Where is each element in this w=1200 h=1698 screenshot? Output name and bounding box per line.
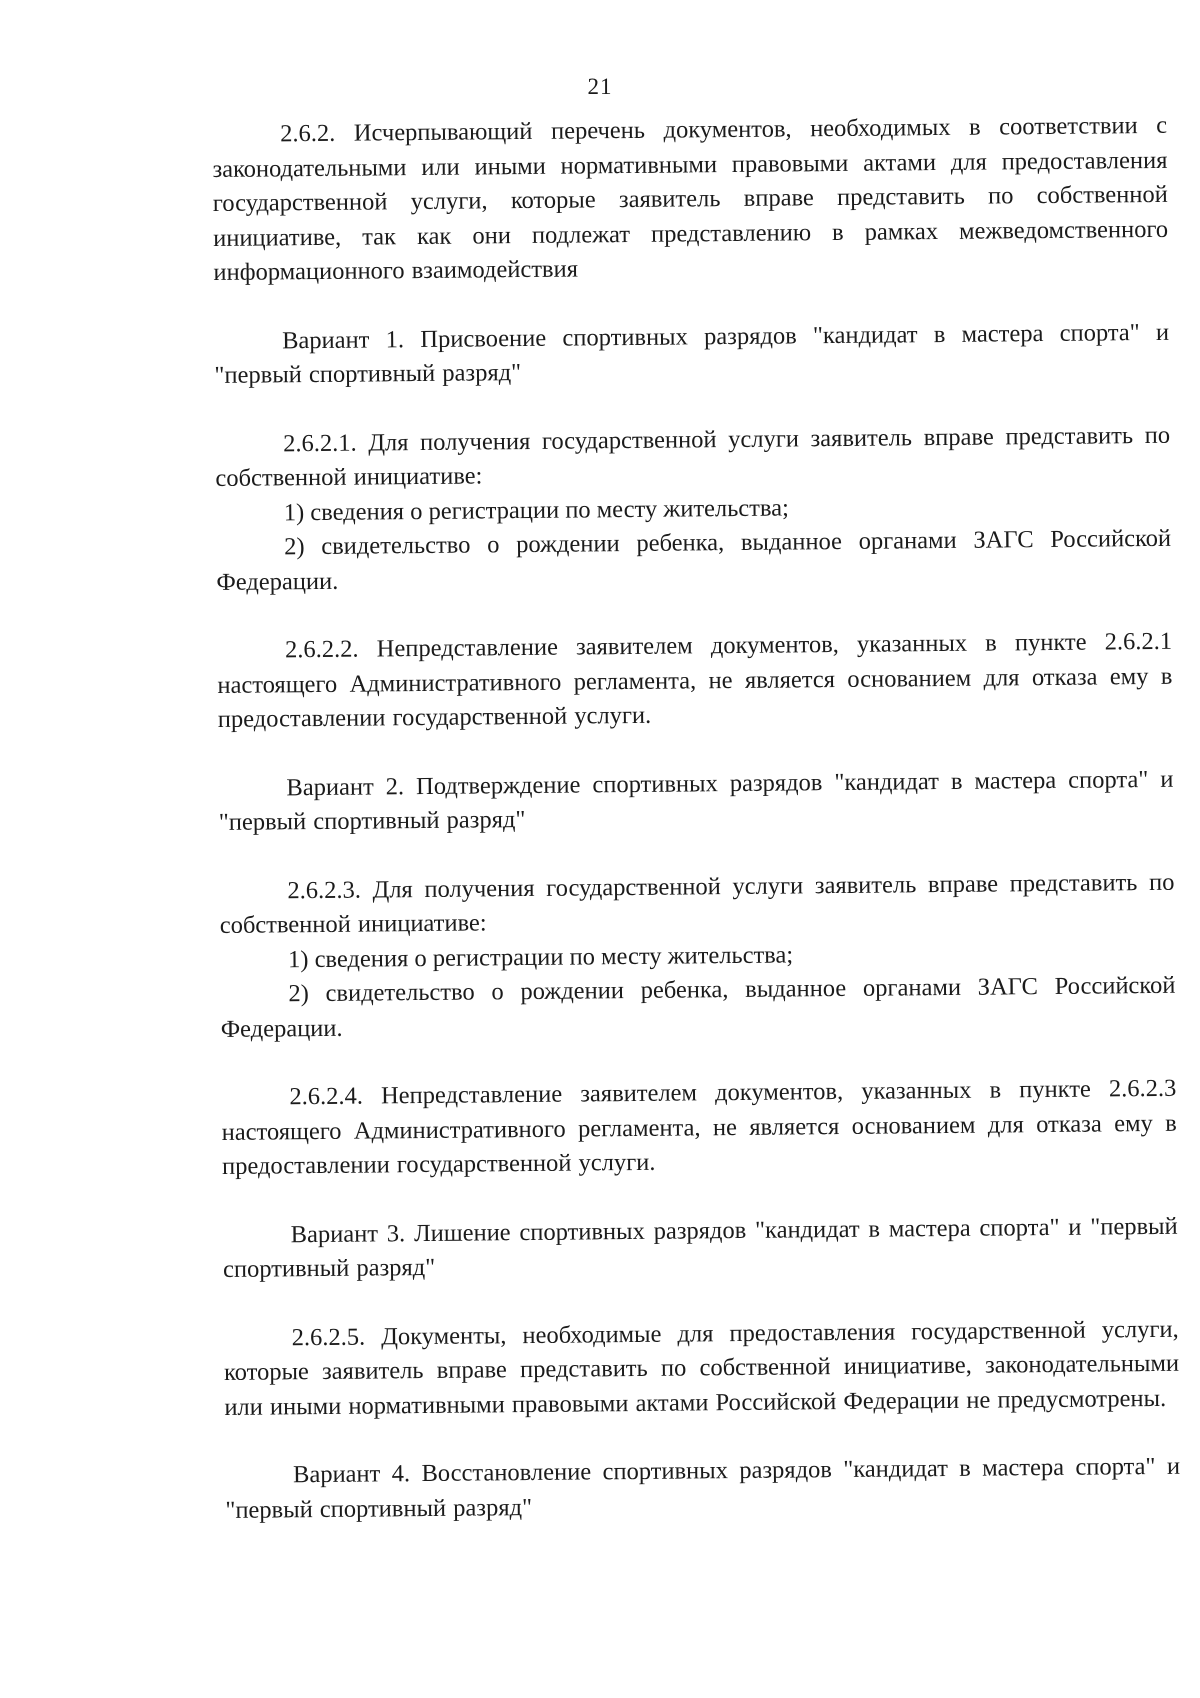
variant-2-list-item-2: 2) свидетельство о рождении ребенка, выданное органами ЗАГС Российской Федерации. xyxy=(220,971,1176,1043)
document-body xyxy=(212,109,1180,1528)
paragraph-2-6-2-4: 2.6.2.4. Непредставление заявителем документов, указанных в пункте 2.6.2.3 настоящего Административного регламента, не является основанием для отказа ему в предоставлении государственной услуги. xyxy=(221,1074,1177,1180)
page-number: 21 xyxy=(587,74,613,99)
paragraph-2-6-2-2: 2.6.2.2. Непредставление заявителем документов, указанных в пункте 2.6.2.1 настоящего Административного регламента, не является основанием для отказа ему в предоставлении государственной услуги. xyxy=(217,627,1173,733)
paragraph-2-6-2-5: 2.6.2.5. Документы, необходимые для предоставления государственной услуги, которые заявитель вправе представить по собственной инициативе, законодательными или иными нормативными правовыми актами Российской Федерации не предусмотрены. xyxy=(223,1315,1180,1421)
paragraph-2-6-2-3: 2.6.2.3. Для получения государственной услуги заявитель вправе представить по собственной инициативе: xyxy=(219,868,1175,939)
variant-1-list-item-2: 2) свидетельство о рождении ребенка, выданное органами ЗАГС Российской Федерации. xyxy=(216,524,1172,596)
variant-1-heading: Вариант 1. Присвоение спортивных разрядов "кандидат в мастера спорта" и "первый спортивный разряд" xyxy=(214,318,1170,389)
variant-1-list-item-1: 1) сведения о регистрации по месту жительства; xyxy=(283,493,790,526)
section-2-6-2-paragraph: 2.6.2. Исчерпывающий перечень документов, необходимых в соответствии с законодательными или иными нормативными правовыми актами для предоставления государственной услуги, которые заявитель вправе представить по собственной инициативе, так как они подлежат представлению в рамках межведомственного информационного взаимодействия xyxy=(212,111,1169,286)
paragraph-2-6-2-1: 2.6.2.1. Для получения государственной услуги заявитель вправе представить по собственной инициативе: xyxy=(215,421,1171,492)
variant-2-heading: Вариант 2. Подтверждение спортивных разрядов "кандидат в мастера спорта" и "первый спортивный разряд" xyxy=(218,765,1174,836)
variant-3-heading: Вариант 3. Лишение спортивных разрядов "кандидат в мастера спорта" и "первый спортивный разряд" xyxy=(222,1212,1178,1283)
variant-2-list-item-1: 1) сведения о регистрации по месту жительства; xyxy=(287,940,794,973)
variant-4-heading: Вариант 4. Восстановление спортивных разрядов "кандидат в мастера спорта" и "первый спортивный разряд" xyxy=(225,1452,1181,1524)
